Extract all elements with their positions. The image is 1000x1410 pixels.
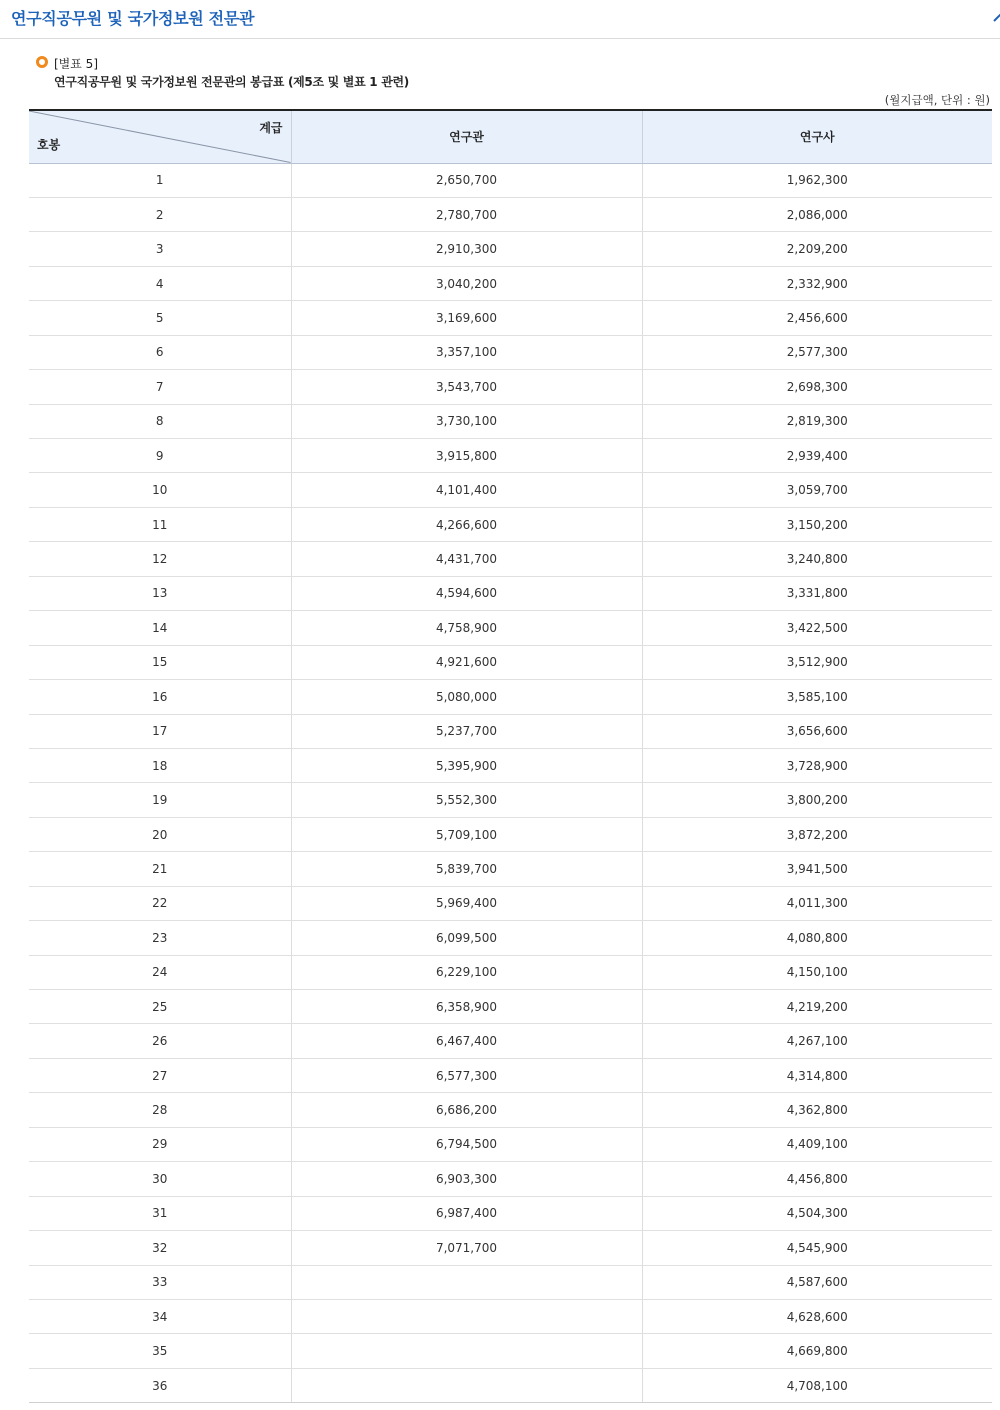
table-row	[29, 1265, 992, 1299]
step-cell: 18	[29, 748, 291, 782]
senior-researcher-cell: 4,431,700	[291, 542, 642, 576]
researcher-cell: 3,150,200	[642, 507, 992, 541]
senior-researcher-cell: 6,229,100	[291, 955, 642, 989]
step-cell: 16	[29, 680, 291, 714]
step-cell: 33	[29, 1265, 291, 1299]
senior-researcher-cell: 6,903,300	[291, 1162, 642, 1196]
senior-researcher-cell: 5,969,400	[291, 886, 642, 920]
table-row	[29, 886, 992, 920]
table-row	[29, 439, 992, 473]
senior-researcher-cell: 3,040,200	[291, 266, 642, 300]
researcher-cell: 4,150,100	[642, 955, 992, 989]
table-row	[29, 748, 992, 782]
table-row	[29, 1334, 992, 1368]
step-cell: 1	[29, 163, 291, 197]
salary-table	[29, 109, 992, 1403]
senior-researcher-cell: 6,467,400	[291, 1024, 642, 1058]
diagonal-divider	[29, 111, 291, 163]
ring-bullet-icon	[36, 56, 48, 68]
table-header-row	[29, 110, 992, 163]
table-row	[29, 404, 992, 438]
senior-researcher-cell: 3,730,100	[291, 404, 642, 438]
step-cell: 2	[29, 197, 291, 231]
researcher-cell: 4,362,800	[642, 1093, 992, 1127]
senior-researcher-cell: 5,237,700	[291, 714, 642, 748]
senior-researcher-cell: 4,758,900	[291, 611, 642, 645]
step-cell: 36	[29, 1368, 291, 1402]
table-row	[29, 1196, 992, 1230]
step-cell: 10	[29, 473, 291, 507]
senior-researcher-cell: 4,101,400	[291, 473, 642, 507]
researcher-cell: 3,656,600	[642, 714, 992, 748]
chevron-up-icon[interactable]	[990, 8, 1000, 28]
step-cell: 19	[29, 783, 291, 817]
table-row	[29, 783, 992, 817]
step-cell: 7	[29, 370, 291, 404]
step-cell: 24	[29, 955, 291, 989]
researcher-cell: 4,545,900	[642, 1231, 992, 1265]
table-row	[29, 1127, 992, 1161]
senior-researcher-cell: 6,358,900	[291, 990, 642, 1024]
senior-researcher-cell: 6,099,500	[291, 921, 642, 955]
researcher-cell: 3,800,200	[642, 783, 992, 817]
senior-researcher-cell: 2,780,700	[291, 197, 642, 231]
researcher-cell: 2,086,000	[642, 197, 992, 231]
table-row	[29, 370, 992, 404]
senior-researcher-cell: 6,987,400	[291, 1196, 642, 1230]
step-cell: 3	[29, 232, 291, 266]
researcher-cell: 3,941,500	[642, 852, 992, 886]
step-cell: 21	[29, 852, 291, 886]
researcher-cell: 4,267,100	[642, 1024, 992, 1058]
researcher-cell: 3,512,900	[642, 645, 992, 679]
table-row	[29, 1162, 992, 1196]
senior-researcher-cell: 5,709,100	[291, 817, 642, 851]
header-grade: 계급	[259, 121, 283, 135]
senior-researcher-cell: 4,266,600	[291, 507, 642, 541]
senior-researcher-cell	[291, 1299, 642, 1333]
senior-researcher-cell: 5,552,300	[291, 783, 642, 817]
researcher-cell: 3,728,900	[642, 748, 992, 782]
table-row	[29, 266, 992, 300]
researcher-cell: 2,939,400	[642, 439, 992, 473]
senior-researcher-cell: 2,910,300	[291, 232, 642, 266]
researcher-cell: 2,577,300	[642, 335, 992, 369]
step-cell: 12	[29, 542, 291, 576]
senior-researcher-cell: 5,839,700	[291, 852, 642, 886]
step-cell: 6	[29, 335, 291, 369]
table-row	[29, 645, 992, 679]
senior-researcher-cell: 6,686,200	[291, 1093, 642, 1127]
researcher-cell: 2,698,300	[642, 370, 992, 404]
senior-researcher-cell: 3,915,800	[291, 439, 642, 473]
table-row	[29, 611, 992, 645]
senior-researcher-cell: 5,080,000	[291, 680, 642, 714]
step-cell: 31	[29, 1196, 291, 1230]
researcher-cell: 4,456,800	[642, 1162, 992, 1196]
senior-researcher-cell: 7,071,700	[291, 1231, 642, 1265]
table-row	[29, 1231, 992, 1265]
step-cell: 11	[29, 507, 291, 541]
table-row	[29, 1368, 992, 1402]
senior-researcher-cell: 6,794,500	[291, 1127, 642, 1161]
step-cell: 20	[29, 817, 291, 851]
researcher-cell: 4,080,800	[642, 921, 992, 955]
researcher-cell: 4,314,800	[642, 1058, 992, 1092]
researcher-cell: 3,331,800	[642, 576, 992, 610]
table-row	[29, 817, 992, 851]
table-row	[29, 955, 992, 989]
senior-researcher-cell: 2,650,700	[291, 163, 642, 197]
step-cell: 34	[29, 1299, 291, 1333]
table-row	[29, 1024, 992, 1058]
researcher-cell: 4,628,600	[642, 1299, 992, 1333]
corner-header-cell	[29, 110, 291, 163]
table-description: 연구직공무원 및 국가정보원 전문관의 봉급표 (제5조 및 별표 1 관련)	[54, 75, 409, 89]
table-row	[29, 473, 992, 507]
header-step: 호봉	[37, 137, 61, 152]
step-cell: 13	[29, 576, 291, 610]
researcher-cell: 4,669,800	[642, 1334, 992, 1368]
researcher-cell: 2,209,200	[642, 232, 992, 266]
senior-researcher-cell: 3,169,600	[291, 301, 642, 335]
researcher-cell: 3,059,700	[642, 473, 992, 507]
step-cell: 35	[29, 1334, 291, 1368]
senior-researcher-cell: 5,395,900	[291, 748, 642, 782]
table-row	[29, 197, 992, 231]
senior-researcher-cell: 4,594,600	[291, 576, 642, 610]
header-col-researcher-senior: 연구관	[291, 110, 642, 163]
senior-researcher-cell: 3,543,700	[291, 370, 642, 404]
unit-note: (월지급액, 단위 : 원)	[884, 93, 990, 107]
table-row	[29, 507, 992, 541]
step-cell: 26	[29, 1024, 291, 1058]
researcher-cell: 4,409,100	[642, 1127, 992, 1161]
table-row	[29, 335, 992, 369]
step-cell: 14	[29, 611, 291, 645]
step-cell: 17	[29, 714, 291, 748]
table-body	[29, 163, 992, 1403]
table-row	[29, 680, 992, 714]
step-cell: 28	[29, 1093, 291, 1127]
step-cell: 27	[29, 1058, 291, 1092]
senior-researcher-cell	[291, 1368, 642, 1402]
step-cell: 32	[29, 1231, 291, 1265]
table-label: [별표 5]	[54, 57, 98, 71]
senior-researcher-cell: 6,577,300	[291, 1058, 642, 1092]
top-header	[0, 0, 1000, 39]
step-cell: 9	[29, 439, 291, 473]
table-row	[29, 301, 992, 335]
researcher-cell: 2,456,600	[642, 301, 992, 335]
step-cell: 5	[29, 301, 291, 335]
step-cell: 4	[29, 266, 291, 300]
senior-researcher-cell: 3,357,100	[291, 335, 642, 369]
researcher-cell: 4,587,600	[642, 1265, 992, 1299]
researcher-cell: 2,332,900	[642, 266, 992, 300]
table-row	[29, 852, 992, 886]
table-row	[29, 1093, 992, 1127]
senior-researcher-cell	[291, 1334, 642, 1368]
step-cell: 29	[29, 1127, 291, 1161]
step-cell: 22	[29, 886, 291, 920]
senior-researcher-cell: 4,921,600	[291, 645, 642, 679]
header-col-researcher: 연구사	[642, 110, 992, 163]
table-row	[29, 990, 992, 1024]
step-cell: 8	[29, 404, 291, 438]
table-row	[29, 1299, 992, 1333]
table-row	[29, 542, 992, 576]
researcher-cell: 3,240,800	[642, 542, 992, 576]
researcher-cell: 4,708,100	[642, 1368, 992, 1402]
table-row	[29, 576, 992, 610]
step-cell: 30	[29, 1162, 291, 1196]
researcher-cell: 1,962,300	[642, 163, 992, 197]
researcher-cell: 3,872,200	[642, 817, 992, 851]
researcher-cell: 2,819,300	[642, 404, 992, 438]
researcher-cell: 4,504,300	[642, 1196, 992, 1230]
step-cell: 15	[29, 645, 291, 679]
table-row	[29, 921, 992, 955]
senior-researcher-cell	[291, 1265, 642, 1299]
researcher-cell: 4,011,300	[642, 886, 992, 920]
step-cell: 25	[29, 990, 291, 1024]
researcher-cell: 3,585,100	[642, 680, 992, 714]
step-cell: 23	[29, 921, 291, 955]
table-row	[29, 714, 992, 748]
table-row	[29, 163, 992, 197]
page-title: 연구직공무원 및 국가정보원 전문관	[11, 9, 255, 28]
table-row	[29, 232, 992, 266]
researcher-cell: 4,219,200	[642, 990, 992, 1024]
researcher-cell: 3,422,500	[642, 611, 992, 645]
table-row	[29, 1058, 992, 1092]
